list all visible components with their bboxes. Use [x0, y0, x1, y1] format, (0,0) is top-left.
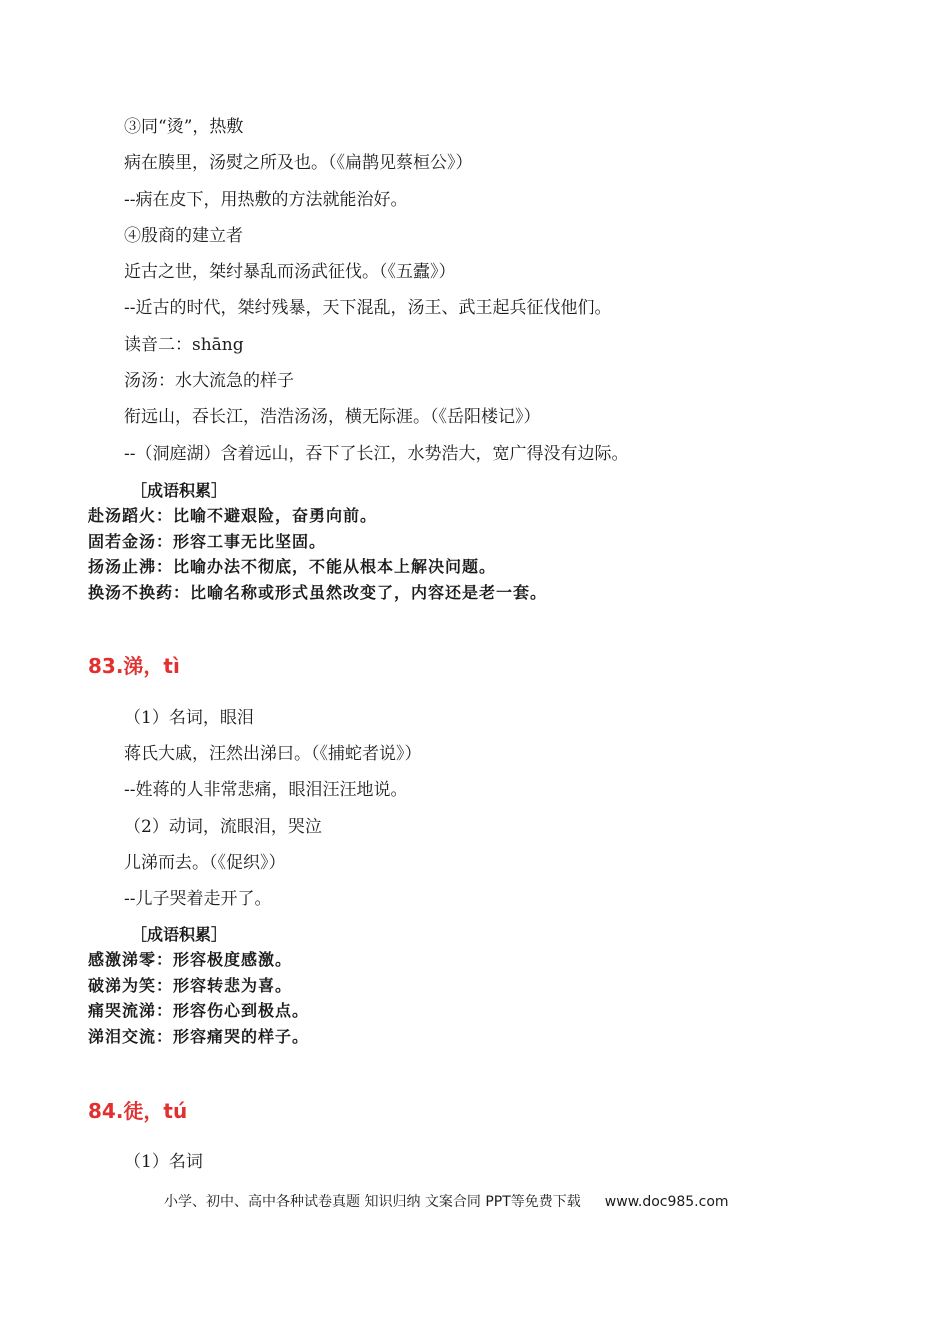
idiom-entry: 感激涕零：形容极度感激。	[88, 950, 293, 969]
text-line: ③同“烫”，热敷	[124, 117, 244, 137]
text-line: （1）名词	[124, 1152, 203, 1172]
text-line: 衔远山，吞长江，浩浩汤汤，横无际涯。（《岳阳楼记》）	[124, 407, 541, 427]
idiom-entry: 赴汤蹈火：比喻不避艰险，奋勇向前。	[88, 506, 378, 525]
text-line: （1）名词，眼泪	[124, 708, 254, 728]
idiom-section-title: ［成语积累］	[131, 481, 228, 500]
text-line: 读音二：shāng	[124, 335, 244, 355]
text-line: 近古之世，桀纣暴乱而汤武征伐。（《五蠹》）	[124, 262, 456, 282]
entry-heading: 84.徒，tú	[88, 1099, 188, 1123]
idiom-entry: 涕泪交流：形容痛哭的样子。	[88, 1027, 310, 1046]
text-line: （2）动词，流眼泪，哭泣	[124, 817, 322, 837]
text-line: --病在皮下，用热敷的方法就能治好。	[124, 190, 408, 210]
idiom-entry: 换汤不换药：比喻名称或形式虽然改变了，内容还是老一套。	[88, 583, 548, 602]
idiom-entry: 扬汤止沸：比喻办法不彻底，不能从根本上解决问题。	[88, 557, 497, 576]
text-line: 汤汤：水大流急的样子	[124, 371, 294, 391]
idiom-section-title: ［成语积累］	[131, 925, 228, 944]
text-line: ④殷商的建立者	[124, 226, 243, 246]
text-line: 病在腠里，汤熨之所及也。（《扁鹊见蔡桓公》）	[124, 153, 473, 173]
text-line: 蒋氏大戚，汪然出涕曰。（《捕蛇者说》）	[124, 744, 422, 764]
text-line: 儿涕而去。（《促织》）	[124, 853, 286, 873]
page-footer	[164, 1192, 729, 1212]
text-line: --近古的时代，桀纣残暴，天下混乱，汤王、武王起兵征伐他们。	[124, 298, 612, 318]
footer-url: www.doc985.com	[604, 1194, 729, 1210]
idiom-entry: 固若金汤：形容工事无比坚固。	[88, 532, 327, 551]
footer-text: 小学、初中、高中各种试卷真题 知识归纳 文案合同 PPT等免费下载	[164, 1194, 581, 1210]
text-line: --（洞庭湖）含着远山，吞下了长江，水势浩大，宽广得没有边际。	[124, 444, 629, 464]
text-line: --姓蒋的人非常悲痛，眼泪汪汪地说。	[124, 780, 408, 800]
text-line: --儿子哭着走开了。	[124, 889, 272, 909]
idiom-entry: 破涕为笑：形容转悲为喜。	[88, 976, 293, 995]
idiom-entry: 痛哭流涕：形容伤心到极点。	[88, 1001, 310, 1020]
entry-heading: 83.涕，tì	[88, 654, 180, 678]
